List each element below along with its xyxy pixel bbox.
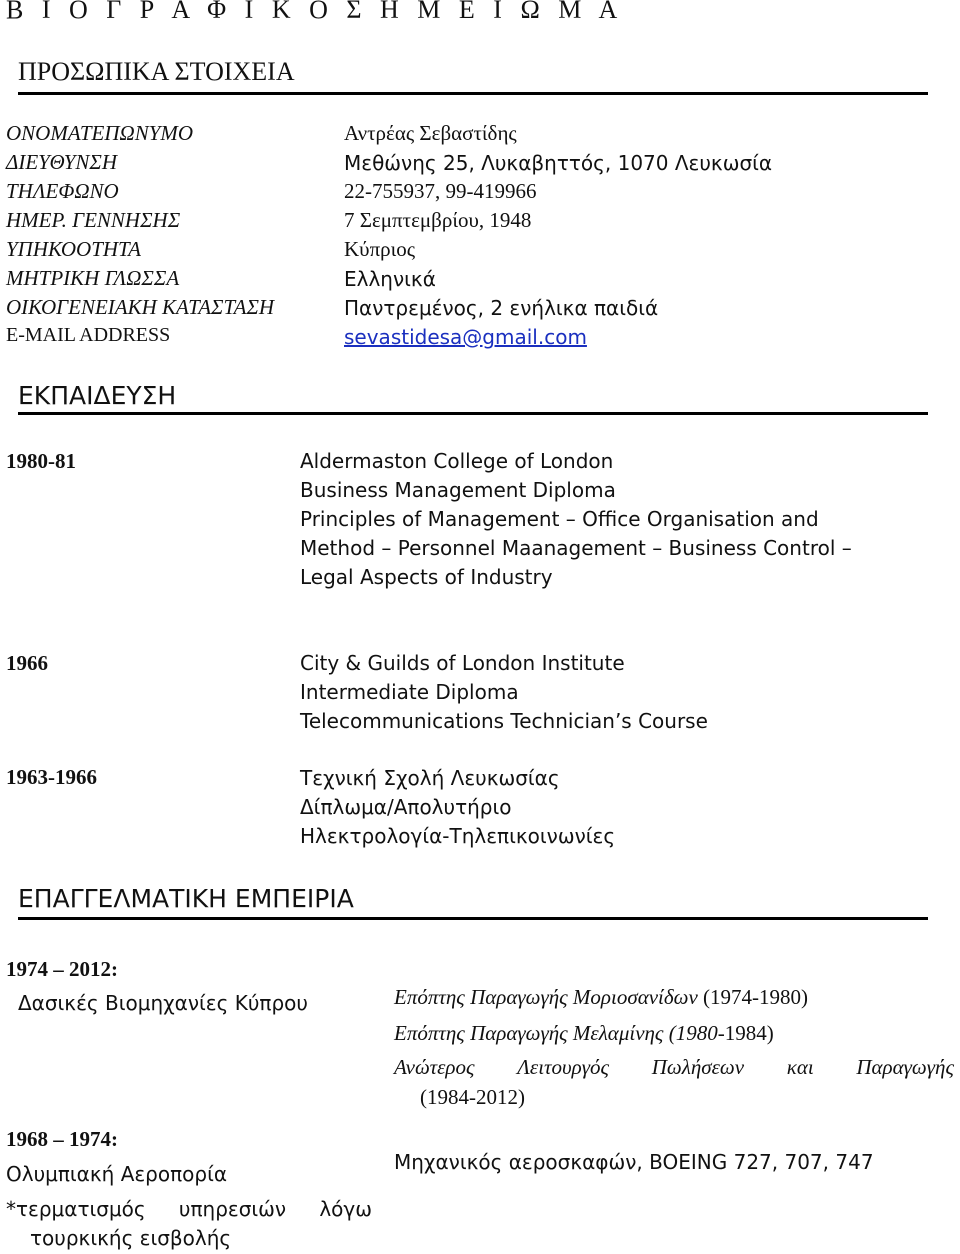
experience-role: [394, 1021, 774, 1046]
experience-period: 1974 – 2012:: [6, 957, 118, 981]
education-year: 1980-81: [6, 449, 76, 473]
role-years: (1974-1980): [703, 985, 809, 1009]
experience-organization: Ολυμπιακή Αεροπορία: [6, 1162, 228, 1186]
section-heading-personal: ΠΡΟΣΩΠΙΚΑ ΣΤΟΙΧΕΙΑ: [18, 57, 295, 86]
email-link[interactable]: sevastidesa@gmail.com: [344, 325, 587, 349]
label-phone: ΤΗΛΕΦΩΝΟ: [6, 179, 119, 203]
role-years-end: -1984): [717, 1021, 774, 1045]
value-address: Μεθώνης 25, Λυκαβηττός, 1070 Λευκωσία: [344, 151, 773, 175]
education-line: Legal Aspects of Industry: [300, 565, 553, 589]
section-divider: [18, 92, 928, 95]
value-fullname: Αντρέας Σεβαστίδης: [344, 121, 517, 145]
education-details: [300, 764, 615, 851]
role-word: Πωλήσεων: [651, 1055, 745, 1079]
experience-role-justified: [394, 1055, 954, 1080]
education-year: 1966: [6, 651, 48, 675]
education-line: Intermediate Diploma: [300, 680, 519, 704]
label-mother-tongue: ΜΗΤΡΙΚΗ ΓΛΩΣΣΑ: [6, 266, 180, 290]
role-word: Λειτουργός: [517, 1055, 610, 1079]
document-title: Β Ι Ο Γ Ρ Α Φ Ι Κ Ο Σ Η Μ Ε Ι Ω Μ Α: [6, 0, 624, 24]
note-word: υπηρεσιών: [178, 1197, 287, 1221]
experience-note: [6, 1197, 372, 1221]
education-line: Business Management Diploma: [300, 478, 616, 502]
value-mother-tongue: Ελληνικά: [344, 267, 436, 291]
education-line: Τεχνική Σχολή Λευκωσίας: [300, 766, 560, 790]
experience-role: Μηχανικός αεροσκαφών, BOEING 727, 707, 747: [394, 1150, 874, 1174]
section-heading-experience: ΕΠΑΓΓΕΛΜΑΤΙΚΗ ΕΜΠΕΙΡΙΑ: [18, 884, 354, 913]
note-word: λόγω: [319, 1197, 372, 1221]
label-address: ΔΙΕΥΘΥΝΣΗ: [6, 150, 118, 174]
section-divider: [18, 412, 928, 415]
value-marital-status: Παντρεμένος, 2 ενήλικα παιδιά: [344, 296, 659, 320]
label-marital-status: ΟΙΚΟΓΕΝΕΙΑΚΗ ΚΑΤΑΣΤΑΣΗ: [6, 295, 275, 319]
education-line: Δίπλωμα/Απολυτήριο: [300, 795, 512, 819]
education-line: City & Guilds of London Institute: [300, 651, 625, 675]
education-details: [300, 649, 708, 736]
education-line: Principles of Management – Office Organisation and: [300, 507, 819, 531]
value-birthdate: 7 Σεμπτεμβρίου, 1948: [344, 208, 532, 232]
note-word: *τερματισμός: [6, 1197, 146, 1221]
label-nationality: ΥΠΗΚΟΟΤΗΤΑ: [6, 237, 141, 261]
role-word: Παραγωγής: [856, 1055, 954, 1079]
label-email: E-MAIL ADDRESS: [6, 324, 171, 346]
experience-organization: Δασικές Βιομηχανίες Κύπρου: [18, 991, 308, 1015]
section-divider: [18, 917, 928, 920]
experience-role: [394, 985, 808, 1010]
label-fullname: ΟΝΟΜΑΤΕΠΩΝΥΜΟ: [6, 121, 194, 145]
education-line: Method – Personnel Maanagement – Business Control –: [300, 536, 852, 560]
education-year: 1963-1966: [6, 765, 97, 789]
role-word: και: [786, 1055, 814, 1079]
label-birthdate: ΗΜΕΡ. ΓΕΝΝΗΣΗΣ: [6, 208, 181, 232]
role-title: Επόπτης Παραγωγής Μελαμίνης: [394, 1021, 664, 1045]
experience-note-line: τουρκικής εισβολής: [30, 1226, 232, 1250]
education-line: Ηλεκτρολογία-Τηλεπικοινωνίες: [300, 824, 616, 848]
value-nationality: Κύπριος: [344, 237, 416, 261]
education-line: Telecommunications Technician’s Course: [300, 709, 708, 733]
role-title: Επόπτης Παραγωγής Μοριοσανίδων: [394, 985, 698, 1009]
experience-period: 1968 – 1974:: [6, 1127, 118, 1151]
role-years-start: (1980: [668, 1021, 718, 1045]
role-years: (1984-2012): [420, 1085, 525, 1109]
role-word: Ανώτερος: [394, 1055, 475, 1079]
education-details: [300, 447, 852, 592]
education-line: Aldermaston College of London: [300, 449, 614, 473]
section-heading-education: ΕΚΠΑΙΔΕΥΣΗ: [18, 381, 177, 410]
value-phone: 22-755937, 99-419966: [344, 179, 537, 203]
